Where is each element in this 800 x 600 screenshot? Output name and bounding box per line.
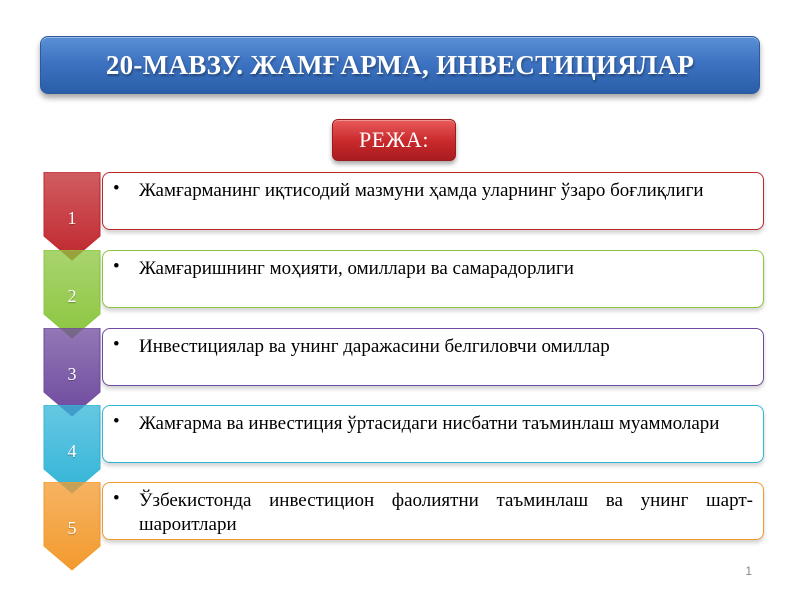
plan-item-number: 5 bbox=[67, 518, 77, 538]
plan-item-box bbox=[102, 328, 764, 386]
bullet-icon: • bbox=[113, 334, 120, 355]
plan-label: РЕЖА: bbox=[359, 127, 429, 152]
plan-badge bbox=[332, 119, 456, 161]
plan-item-number: 1 bbox=[67, 208, 77, 228]
bullet-icon: • bbox=[113, 256, 120, 277]
plan-item-text: Инвестициялар ва унинг даражасини белгиловчи омиллар bbox=[139, 336, 610, 357]
plan-item-text: Жамғарма ва инвестиция ўртасидаги нисбатни таъминлаш муаммолари bbox=[139, 413, 720, 434]
plan-item-box bbox=[102, 482, 764, 540]
bullet-icon: • bbox=[113, 178, 120, 199]
plan-item-text: Жамғаришнинг моҳияти, омиллари ва самарадорлиги bbox=[139, 258, 574, 279]
plan-item-box bbox=[102, 172, 764, 230]
plan-item-text: Жамғарманинг иқтисодий мазмуни ҳамда уларнинг ўзаро боғлиқлиги bbox=[139, 180, 704, 201]
plan-item-number: 4 bbox=[67, 441, 77, 461]
bullet-icon: • bbox=[113, 411, 120, 432]
page-title: 20-МАВЗУ. ЖАМҒАРМА, ИНВЕСТИЦИЯЛАР bbox=[105, 49, 695, 80]
plan-item-text: Ўзбекистонда инвестицион фаолиятни таъминлаш ва унинг шарт-шароитлари bbox=[139, 490, 753, 535]
plan-item-box bbox=[102, 405, 764, 463]
title-banner bbox=[40, 36, 760, 94]
plan-item-number: 2 bbox=[67, 286, 77, 306]
plan-item-number: 3 bbox=[67, 364, 77, 384]
bullet-icon: • bbox=[113, 488, 120, 509]
page-number: 1 bbox=[745, 564, 752, 578]
plan-item-box bbox=[102, 250, 764, 308]
